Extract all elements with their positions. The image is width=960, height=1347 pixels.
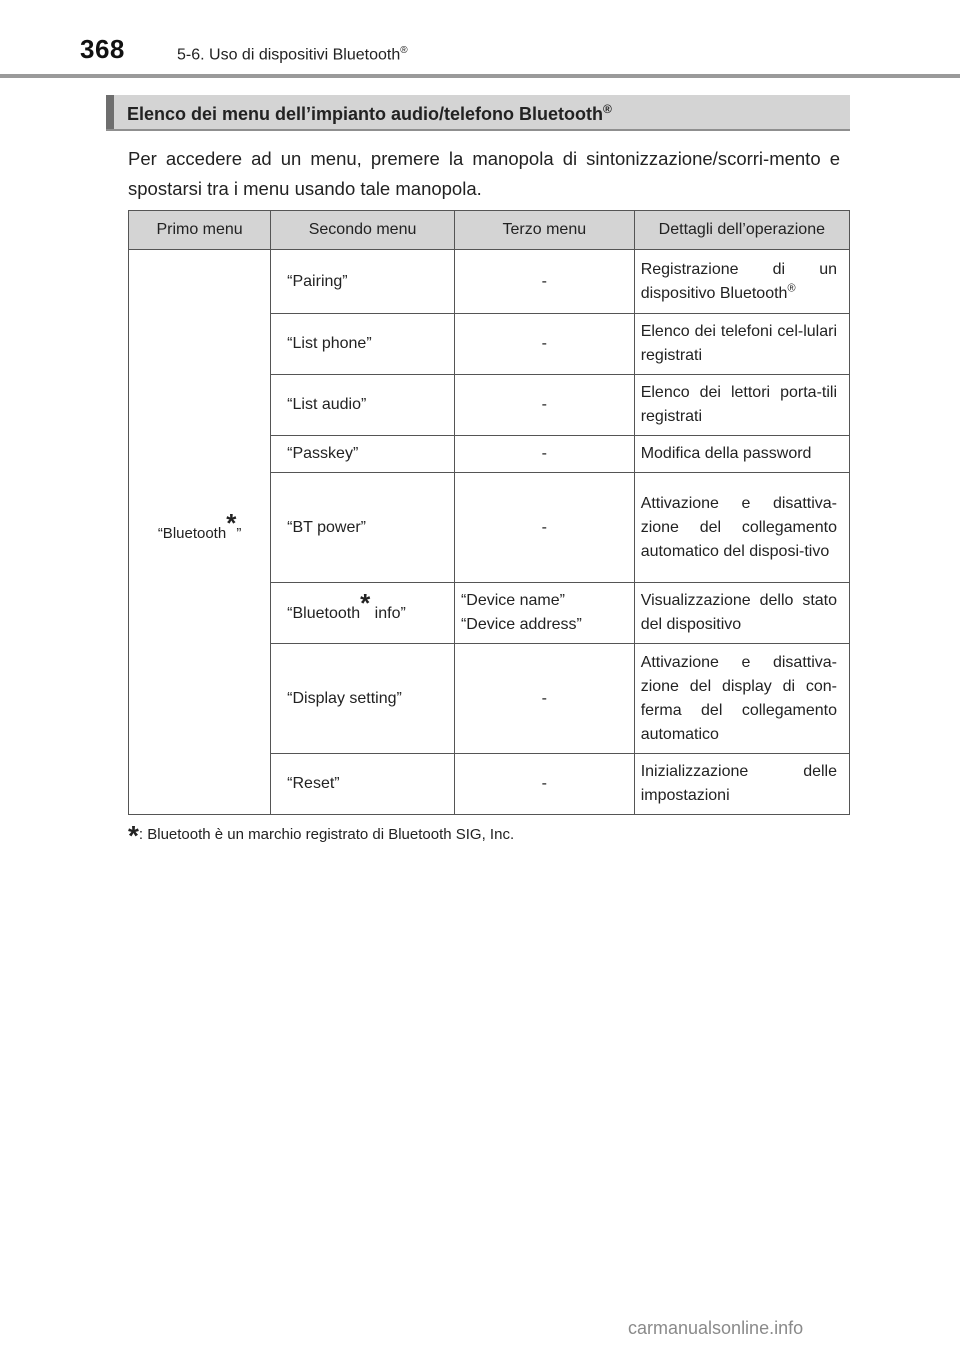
registered-mark: ®: [603, 102, 612, 116]
section-title-text: Elenco dei menu dell’impianto audio/telefono Bluetooth: [127, 104, 604, 124]
third-menu-line: “Device address”: [460, 616, 582, 633]
second-menu-cell: “Reset”: [271, 754, 455, 815]
detail-cell: Attivazione e disattiva-zione del collegamento automatico del disposi-tivo: [634, 473, 849, 583]
third-menu-cell: [454, 583, 634, 644]
second-menu-cell: “List audio”: [271, 375, 455, 436]
detail-cell: Attivazione e disattiva-zione del display di con-ferma del collegamento automatico: [634, 644, 849, 754]
header-operation-details: Dettagli dell’operazione: [634, 211, 849, 250]
first-menu-cell: [129, 250, 271, 815]
first-menu-text: “Bluetooth: [157, 524, 227, 542]
section-accent: [106, 95, 114, 129]
detail-cell: [634, 250, 849, 314]
second-menu-cell: “BT power”: [271, 473, 455, 583]
third-menu-line: “Device name”: [460, 592, 565, 609]
registered-mark: ®: [787, 282, 796, 295]
detail-cell: Elenco dei telefoni cel-lulari registrati: [634, 314, 849, 375]
registered-mark: ®: [400, 45, 408, 56]
first-menu-close-quote: ”: [236, 524, 242, 542]
second-menu-cell: “Pairing”: [271, 250, 455, 314]
header-third-menu: Terzo menu: [454, 211, 634, 250]
second-menu-suffix: info”: [370, 605, 406, 622]
asterisk-mark: *: [226, 507, 237, 538]
detail-cell: Modifica della password: [634, 436, 849, 473]
running-head: [177, 45, 408, 64]
third-menu-cell: -: [454, 375, 634, 436]
page-header: [0, 0, 960, 80]
header-first-menu: Primo menu: [129, 211, 271, 250]
third-menu-cell: -: [454, 250, 634, 314]
intro-paragraph: Per accedere ad un menu, premere la manopola di sintonizzazione/scorri-mento e spostarsi tra i menu usando tale manopola.: [128, 148, 840, 199]
third-menu-cell: -: [454, 314, 634, 375]
running-head-text: 5-6. Uso di dispositivi Bluetooth: [177, 46, 401, 64]
detail-text: Registrazione di un dispositivo Bluetooth: [640, 260, 837, 302]
asterisk-mark: *: [360, 588, 371, 618]
table-row: [129, 250, 850, 314]
detail-cell: Inizializzazione delle impostazioni: [634, 754, 849, 815]
second-menu-cell: [271, 583, 455, 644]
asterisk-mark: *: [128, 820, 139, 851]
third-menu-cell: -: [454, 473, 634, 583]
section-heading-bar: [106, 95, 850, 131]
footnote-text: : Bluetooth è un marchio registrato di Bluetooth SIG, Inc.: [138, 826, 515, 843]
footnote: [128, 820, 515, 851]
header-rule: [0, 74, 960, 78]
third-menu-cell: -: [454, 754, 634, 815]
section-title: [127, 102, 612, 125]
page-number: 368: [80, 34, 125, 64]
third-menu-cell: -: [454, 644, 634, 754]
menu-table: [128, 210, 850, 815]
watermark: carmanualsonline.info: [628, 1318, 804, 1338]
second-menu-cell: “Passkey”: [271, 436, 455, 473]
detail-cell: Elenco dei lettori porta-tili registrati: [634, 375, 849, 436]
second-menu-cell: “List phone”: [271, 314, 455, 375]
detail-cell: Visualizzazione dello stato del dispositivo: [634, 583, 849, 644]
table-header-row: [129, 211, 850, 250]
second-menu-text: “Bluetooth: [287, 605, 361, 622]
third-menu-cell: -: [454, 436, 634, 473]
header-second-menu: Secondo menu: [271, 211, 455, 250]
second-menu-cell: “Display setting”: [271, 644, 455, 754]
